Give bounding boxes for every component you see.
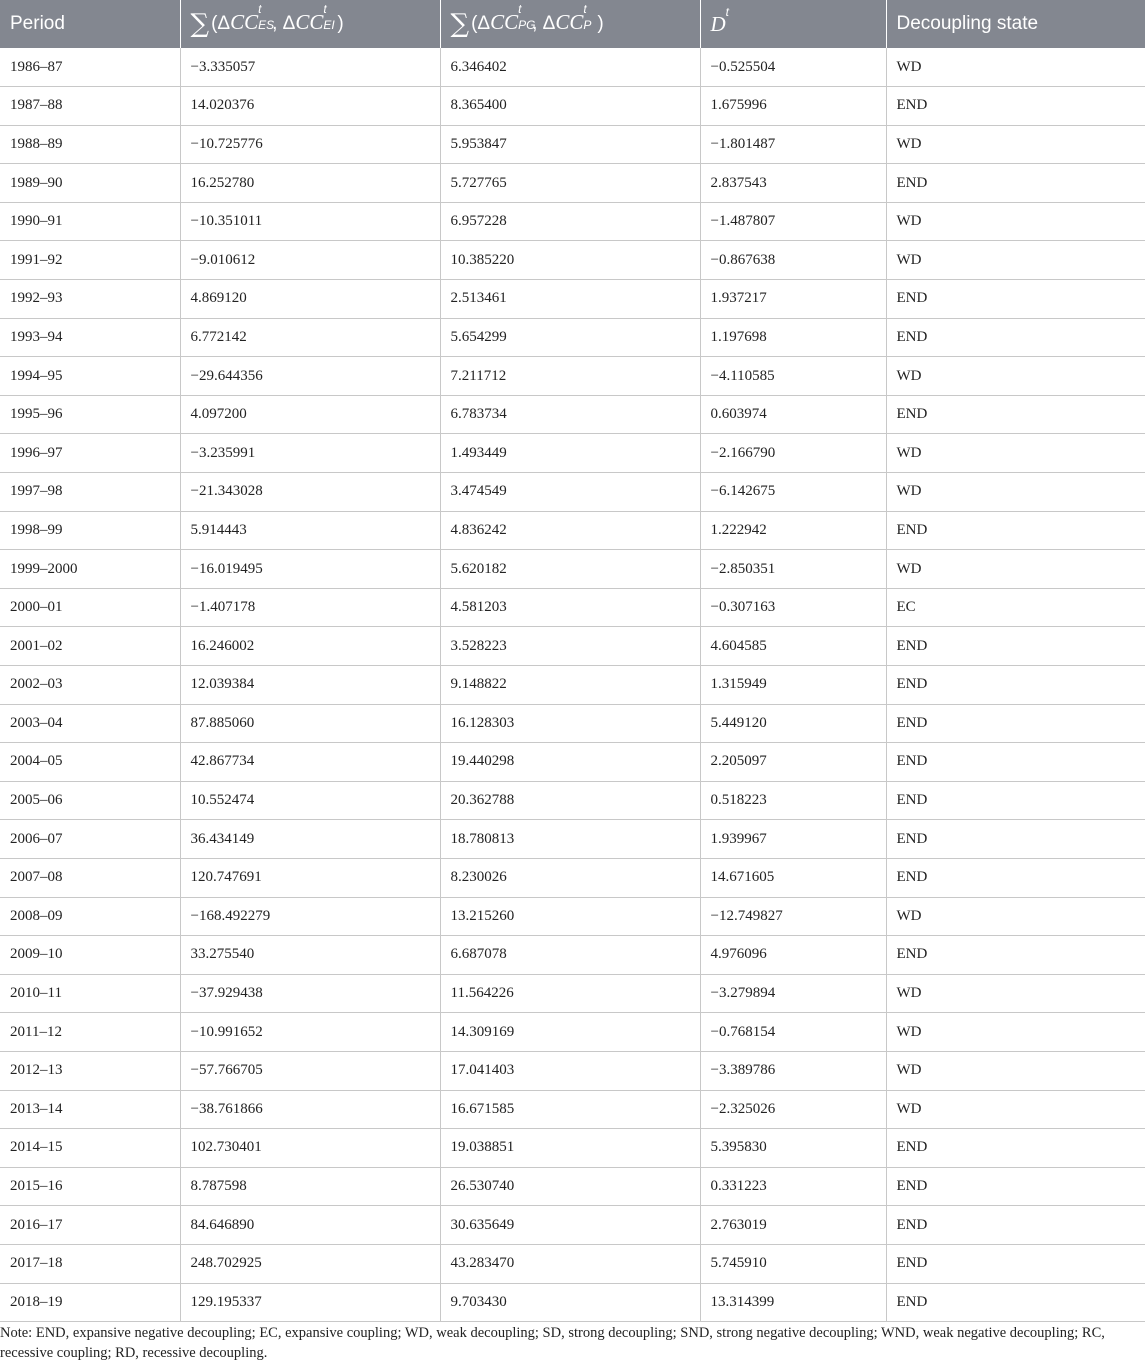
cell-decoupling-state: WD <box>886 550 1145 589</box>
header-decoupling-index: D t <box>700 0 886 48</box>
cell-decoupling-state: END <box>886 936 1145 975</box>
cell-decoupling-state: END <box>886 164 1145 203</box>
cell-period: 1987–88 <box>0 87 180 126</box>
header-pg-p-sum: ∑ (ΔCC t PG , ΔCC t P ) <box>440 0 700 48</box>
table-row <box>0 202 1145 241</box>
cell-es-ei: 6.772142 <box>180 318 440 357</box>
cell-decoupling-index: −6.142675 <box>700 473 886 512</box>
cell-decoupling-state: END <box>886 87 1145 126</box>
cell-decoupling-index: −0.525504 <box>700 48 886 87</box>
cell-es-ei: 10.552474 <box>180 781 440 820</box>
cell-pg-p: 43.283470 <box>440 1244 700 1283</box>
table-note: Note: END, expansive negative decoupling; EC, expansive coupling; WD, weak decoupling; SD, strong decoupling; SND, strong negative decoupling; WND, weak negative decoupling; RC, recessive coupling; RD, recessive decoupling. <box>0 1325 1105 1361</box>
cell-pg-p: 19.038851 <box>440 1129 700 1168</box>
cell-period: 2004–05 <box>0 743 180 782</box>
cell-period: 2002–03 <box>0 666 180 705</box>
cell-decoupling-index: 5.745910 <box>700 1244 886 1283</box>
cell-decoupling-index: 1.939967 <box>700 820 886 859</box>
cell-es-ei: 4.869120 <box>180 280 440 319</box>
table-row <box>0 318 1145 357</box>
cell-pg-p: 5.620182 <box>440 550 700 589</box>
cell-decoupling-state: WD <box>886 125 1145 164</box>
table-row <box>0 858 1145 897</box>
cell-es-ei: 5.914443 <box>180 511 440 550</box>
cell-period: 1997–98 <box>0 473 180 512</box>
cell-decoupling-state: END <box>886 781 1145 820</box>
cell-decoupling-state: WD <box>886 48 1145 87</box>
cell-period: 2015–16 <box>0 1167 180 1206</box>
table-row <box>0 511 1145 550</box>
cell-decoupling-index: 13.314399 <box>700 1283 886 1322</box>
cell-period: 2013–14 <box>0 1090 180 1129</box>
cell-period: 2010–11 <box>0 974 180 1013</box>
cell-decoupling-index: −0.768154 <box>700 1013 886 1052</box>
cell-period: 1988–89 <box>0 125 180 164</box>
table-row <box>0 1051 1145 1090</box>
cell-decoupling-state: WD <box>886 202 1145 241</box>
cell-es-ei: −3.335057 <box>180 48 440 87</box>
cell-decoupling-index: 0.603974 <box>700 395 886 434</box>
cell-pg-p: 11.564226 <box>440 974 700 1013</box>
cell-pg-p: 6.783734 <box>440 395 700 434</box>
cell-decoupling-state: END <box>886 743 1145 782</box>
cell-es-ei: 12.039384 <box>180 666 440 705</box>
cell-decoupling-state: END <box>886 1206 1145 1245</box>
cell-period: 2008–09 <box>0 897 180 936</box>
cell-period: 1993–94 <box>0 318 180 357</box>
table-row <box>0 473 1145 512</box>
table-row <box>0 936 1145 975</box>
header-period: Period <box>0 0 180 48</box>
table-row <box>0 164 1145 203</box>
cell-es-ei: −37.929438 <box>180 974 440 1013</box>
cell-pg-p: 7.211712 <box>440 357 700 396</box>
cell-es-ei: −16.019495 <box>180 550 440 589</box>
cell-decoupling-state: END <box>886 318 1145 357</box>
cell-decoupling-index: −12.749827 <box>700 897 886 936</box>
cell-decoupling-state: END <box>886 858 1145 897</box>
cell-es-ei: 248.702925 <box>180 1244 440 1283</box>
cell-es-ei: −10.351011 <box>180 202 440 241</box>
cell-decoupling-state: EC <box>886 588 1145 627</box>
table-row <box>0 395 1145 434</box>
cell-period: 2009–10 <box>0 936 180 975</box>
cell-pg-p: 8.365400 <box>440 87 700 126</box>
cell-pg-p: 16.671585 <box>440 1090 700 1129</box>
table-row <box>0 704 1145 743</box>
table-row <box>0 897 1145 936</box>
cell-decoupling-index: 14.671605 <box>700 858 886 897</box>
cell-decoupling-index: −0.307163 <box>700 588 886 627</box>
cell-period: 1992–93 <box>0 280 180 319</box>
cell-es-ei: 84.646890 <box>180 1206 440 1245</box>
cell-decoupling-state: WD <box>886 357 1145 396</box>
cell-es-ei: 129.195337 <box>180 1283 440 1322</box>
table-row <box>0 781 1145 820</box>
cell-pg-p: 16.128303 <box>440 704 700 743</box>
table-row <box>0 1013 1145 1052</box>
cell-es-ei: −57.766705 <box>180 1051 440 1090</box>
table-row <box>0 588 1145 627</box>
cell-es-ei: 16.246002 <box>180 627 440 666</box>
cell-decoupling-index: 5.395830 <box>700 1129 886 1168</box>
cell-decoupling-index: 2.837543 <box>700 164 886 203</box>
cell-es-ei: 120.747691 <box>180 858 440 897</box>
cell-pg-p: 13.215260 <box>440 897 700 936</box>
cell-decoupling-state: END <box>886 280 1145 319</box>
cell-decoupling-index: −3.279894 <box>700 974 886 1013</box>
cell-es-ei: 87.885060 <box>180 704 440 743</box>
cell-pg-p: 30.635649 <box>440 1206 700 1245</box>
cell-es-ei: −10.991652 <box>180 1013 440 1052</box>
cell-es-ei: −9.010612 <box>180 241 440 280</box>
cell-decoupling-state: END <box>886 666 1145 705</box>
table-row <box>0 1129 1145 1168</box>
cell-decoupling-state: END <box>886 1129 1145 1168</box>
cell-es-ei: −10.725776 <box>180 125 440 164</box>
table-row <box>0 280 1145 319</box>
cell-pg-p: 9.703430 <box>440 1283 700 1322</box>
cell-period: 2018–19 <box>0 1283 180 1322</box>
cell-decoupling-index: −0.867638 <box>700 241 886 280</box>
table-row <box>0 974 1145 1013</box>
cell-pg-p: 4.581203 <box>440 588 700 627</box>
cell-pg-p: 1.493449 <box>440 434 700 473</box>
cell-decoupling-state: WD <box>886 434 1145 473</box>
cell-period: 2011–12 <box>0 1013 180 1052</box>
cell-pg-p: 2.513461 <box>440 280 700 319</box>
cell-decoupling-index: 0.331223 <box>700 1167 886 1206</box>
cell-decoupling-index: 4.976096 <box>700 936 886 975</box>
cell-pg-p: 14.309169 <box>440 1013 700 1052</box>
cell-pg-p: 9.148822 <box>440 666 700 705</box>
cell-decoupling-state: END <box>886 704 1145 743</box>
cell-pg-p: 8.230026 <box>440 858 700 897</box>
cell-es-ei: −168.492279 <box>180 897 440 936</box>
cell-pg-p: 18.780813 <box>440 820 700 859</box>
table-row <box>0 241 1145 280</box>
cell-pg-p: 19.440298 <box>440 743 700 782</box>
table-row <box>0 1090 1145 1129</box>
cell-decoupling-index: −3.389786 <box>700 1051 886 1090</box>
cell-es-ei: −3.235991 <box>180 434 440 473</box>
cell-es-ei: −21.343028 <box>180 473 440 512</box>
cell-decoupling-state: END <box>886 1167 1145 1206</box>
header-decoupling-state: Decoupling state <box>896 13 1039 34</box>
cell-es-ei: 42.867734 <box>180 743 440 782</box>
cell-pg-p: 3.474549 <box>440 473 700 512</box>
cell-pg-p: 5.654299 <box>440 318 700 357</box>
table-row <box>0 87 1145 126</box>
cell-period: 2014–15 <box>0 1129 180 1168</box>
cell-decoupling-state: END <box>886 1283 1145 1322</box>
cell-period: 2012–13 <box>0 1051 180 1090</box>
cell-period: 1991–92 <box>0 241 180 280</box>
cell-decoupling-index: −2.325026 <box>700 1090 886 1129</box>
cell-period: 2017–18 <box>0 1244 180 1283</box>
header-row <box>0 0 1145 48</box>
cell-es-ei: 36.434149 <box>180 820 440 859</box>
table-row <box>0 48 1145 87</box>
cell-decoupling-index: 4.604585 <box>700 627 886 666</box>
cell-pg-p: 5.727765 <box>440 164 700 203</box>
table-body <box>0 48 1145 1322</box>
cell-pg-p: 3.528223 <box>440 627 700 666</box>
cell-period: 2006–07 <box>0 820 180 859</box>
cell-decoupling-state: END <box>886 395 1145 434</box>
table-row <box>0 820 1145 859</box>
cell-pg-p: 5.953847 <box>440 125 700 164</box>
cell-es-ei: −1.407178 <box>180 588 440 627</box>
cell-decoupling-state: WD <box>886 1090 1145 1129</box>
cell-period: 2003–04 <box>0 704 180 743</box>
cell-period: 2007–08 <box>0 858 180 897</box>
table-row <box>0 1206 1145 1245</box>
cell-period: 1994–95 <box>0 357 180 396</box>
cell-es-ei: −29.644356 <box>180 357 440 396</box>
cell-period: 1990–91 <box>0 202 180 241</box>
cell-period: 1986–87 <box>0 48 180 87</box>
cell-decoupling-index: 1.315949 <box>700 666 886 705</box>
cell-es-ei: 14.020376 <box>180 87 440 126</box>
cell-period: 2016–17 <box>0 1206 180 1245</box>
cell-decoupling-index: 1.197698 <box>700 318 886 357</box>
cell-decoupling-index: −1.487807 <box>700 202 886 241</box>
cell-pg-p: 6.346402 <box>440 48 700 87</box>
cell-decoupling-state: WD <box>886 1013 1145 1052</box>
header-es-ei-sum: ∑ (ΔCC t ES , ΔCC t EI ) <box>180 0 440 48</box>
cell-decoupling-index: −4.110585 <box>700 357 886 396</box>
table-row <box>0 434 1145 473</box>
cell-decoupling-index: 5.449120 <box>700 704 886 743</box>
cell-es-ei: −38.761866 <box>180 1090 440 1129</box>
table-row <box>0 550 1145 589</box>
table-row <box>0 666 1145 705</box>
cell-period: 2000–01 <box>0 588 180 627</box>
cell-period: 1998–99 <box>0 511 180 550</box>
cell-decoupling-index: 2.763019 <box>700 1206 886 1245</box>
cell-pg-p: 10.385220 <box>440 241 700 280</box>
table-row <box>0 1283 1145 1322</box>
cell-decoupling-state: WD <box>886 897 1145 936</box>
table-row <box>0 1167 1145 1206</box>
cell-pg-p: 26.530740 <box>440 1167 700 1206</box>
cell-es-ei: 4.097200 <box>180 395 440 434</box>
cell-pg-p: 4.836242 <box>440 511 700 550</box>
cell-decoupling-index: 1.937217 <box>700 280 886 319</box>
cell-decoupling-index: −2.166790 <box>700 434 886 473</box>
table-row <box>0 743 1145 782</box>
cell-decoupling-index: 0.518223 <box>700 781 886 820</box>
cell-pg-p: 17.041403 <box>440 1051 700 1090</box>
cell-es-ei: 8.787598 <box>180 1167 440 1206</box>
cell-decoupling-state: WD <box>886 473 1145 512</box>
cell-es-ei: 102.730401 <box>180 1129 440 1168</box>
table-row <box>0 627 1145 666</box>
cell-decoupling-index: −1.801487 <box>700 125 886 164</box>
cell-decoupling-index: 1.222942 <box>700 511 886 550</box>
cell-decoupling-state: WD <box>886 974 1145 1013</box>
cell-decoupling-state: END <box>886 820 1145 859</box>
table-row <box>0 357 1145 396</box>
cell-period: 1989–90 <box>0 164 180 203</box>
cell-decoupling-state: WD <box>886 241 1145 280</box>
cell-period: 1999–2000 <box>0 550 180 589</box>
cell-decoupling-state: WD <box>886 1051 1145 1090</box>
table-row <box>0 1244 1145 1283</box>
cell-decoupling-state: END <box>886 511 1145 550</box>
cell-decoupling-index: 1.675996 <box>700 87 886 126</box>
cell-period: 2005–06 <box>0 781 180 820</box>
cell-es-ei: 33.275540 <box>180 936 440 975</box>
cell-pg-p: 20.362788 <box>440 781 700 820</box>
cell-period: 1995–96 <box>0 395 180 434</box>
cell-decoupling-state: END <box>886 1244 1145 1283</box>
cell-period: 2001–02 <box>0 627 180 666</box>
cell-period: 1996–97 <box>0 434 180 473</box>
cell-decoupling-state: END <box>886 627 1145 666</box>
cell-pg-p: 6.957228 <box>440 202 700 241</box>
cell-decoupling-index: −2.850351 <box>700 550 886 589</box>
cell-decoupling-index: 2.205097 <box>700 743 886 782</box>
cell-pg-p: 6.687078 <box>440 936 700 975</box>
cell-es-ei: 16.252780 <box>180 164 440 203</box>
table-row <box>0 125 1145 164</box>
